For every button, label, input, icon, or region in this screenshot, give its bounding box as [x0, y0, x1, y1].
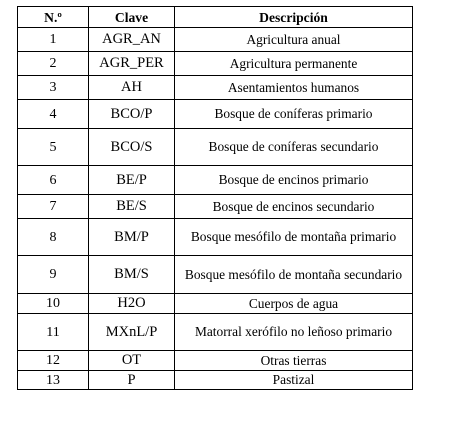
row-description: Bosque de encinos secundario [175, 195, 413, 219]
table-row [18, 195, 413, 219]
table-row [18, 256, 413, 294]
row-key: OT [89, 351, 175, 371]
row-number: 13 [18, 371, 89, 390]
row-number: 7 [18, 195, 89, 219]
row-number: 10 [18, 294, 89, 314]
row-description: Agricultura permanente [175, 52, 413, 76]
table-row [18, 28, 413, 52]
row-key: AGR_PER [89, 52, 175, 76]
table-row [18, 129, 413, 166]
table-row [18, 314, 413, 351]
row-description: Bosque mesófilo de montaña secundario [175, 256, 413, 294]
row-description: Asentamientos humanos [175, 76, 413, 100]
header-row [18, 7, 413, 28]
row-key: BM/S [89, 256, 175, 294]
table-row [18, 294, 413, 314]
header-description: Descripción [175, 7, 413, 28]
row-number: 5 [18, 129, 89, 166]
land-use-table [17, 6, 413, 390]
row-key: BE/P [89, 166, 175, 195]
row-key: BE/S [89, 195, 175, 219]
row-description: Otras tierras [175, 351, 413, 371]
row-number: 9 [18, 256, 89, 294]
table-row [18, 76, 413, 100]
row-key: BCO/S [89, 129, 175, 166]
row-key: BM/P [89, 219, 175, 256]
row-description: Agricultura anual [175, 28, 413, 52]
table-row [18, 219, 413, 256]
land-use-table-container [17, 6, 413, 390]
row-description: Cuerpos de agua [175, 294, 413, 314]
header-key: Clave [89, 7, 175, 28]
row-number: 4 [18, 100, 89, 129]
table-row [18, 351, 413, 371]
table-row [18, 371, 413, 390]
table-row [18, 166, 413, 195]
row-key: AH [89, 76, 175, 100]
row-key: H2O [89, 294, 175, 314]
row-number: 11 [18, 314, 89, 351]
row-key: MXnL/P [89, 314, 175, 351]
row-key: BCO/P [89, 100, 175, 129]
row-number: 1 [18, 28, 89, 52]
row-number: 12 [18, 351, 89, 371]
row-number: 2 [18, 52, 89, 76]
row-description: Bosque mesófilo de montaña primario [175, 219, 413, 256]
row-number: 6 [18, 166, 89, 195]
table-row [18, 52, 413, 76]
row-number: 8 [18, 219, 89, 256]
row-description: Bosque de encinos primario [175, 166, 413, 195]
row-key: P [89, 371, 175, 390]
row-description: Pastizal [175, 371, 413, 390]
row-description: Bosque de coníferas secundario [175, 129, 413, 166]
row-description: Matorral xerófilo no leñoso primario [175, 314, 413, 351]
row-description: Bosque de coníferas primario [175, 100, 413, 129]
header-number: N.º [18, 7, 89, 28]
row-key: AGR_AN [89, 28, 175, 52]
table-row [18, 100, 413, 129]
row-number: 3 [18, 76, 89, 100]
